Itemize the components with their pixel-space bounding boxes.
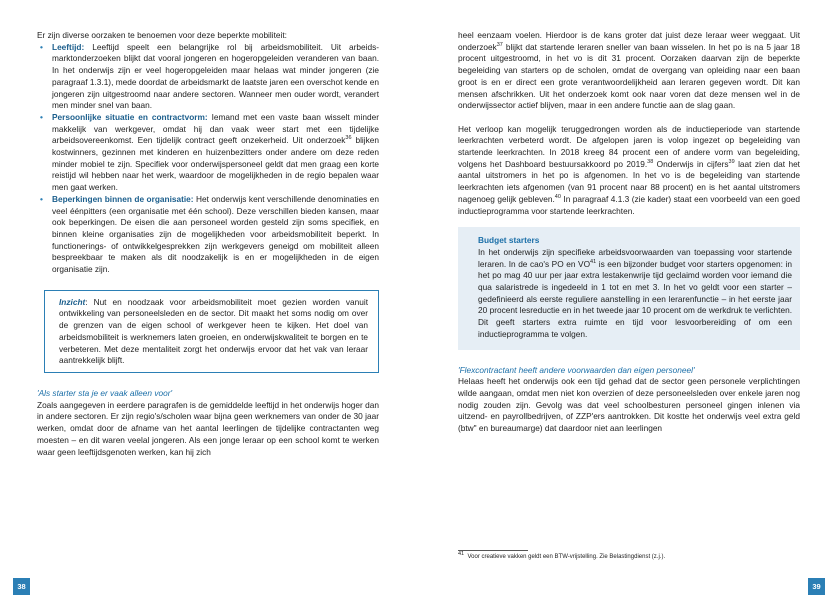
box-text: In het onderwijs zijn specifieke arbeidsvoorwaarden van toepassing voor startende leraren. In de cao's PO en VO$^{41}$ is een bijzonder budget voor starters opgenomen: in het po mag 40 uur per jaar extra lestakenwrije tijd geclaimd worden voor iemand die qua salaristrede is ingedeeld in 1 tot en met 3. In het vo geldt voor een starter – gedefinieerd als eerste reguliere aanstelling in een lerarenfunctie – in het eerste jaar 20 procent lesreductie en in het tweede jaar 10 procent om de werkdruk te verlichten. Dit geeft starters extra ruimte en tijd voor lesvoorbereiding of om een inductieprogramma te volgen. xyxy=(478,246,792,339)
bullet-term: Persoonlijke situatie en contractvorm: xyxy=(52,111,208,122)
footnote-ref[interactable]: 36 xyxy=(345,135,352,142)
footnote-number: 41 xyxy=(458,551,465,557)
inzicht-box xyxy=(44,290,379,373)
box-title: Budget starters xyxy=(478,235,540,246)
footnote-ref[interactable]: 37 xyxy=(496,41,503,48)
list-item xyxy=(37,194,379,276)
bullet-text: Iemand met een vaste baan wisselt minder makkelijk van werkgever, omdat hij dan vaak weer start met een tijdelijke arbeidsovereenkomst. Een tijdelijk contract geeft onzekerheid. Uit onderzoek xyxy=(52,111,379,146)
footnote xyxy=(458,553,665,561)
footnote-ref[interactable]: 39 xyxy=(728,158,735,165)
footnote-ref[interactable]: 41 xyxy=(590,258,597,265)
footnote-ref[interactable]: 40 xyxy=(554,194,561,201)
bullet-term: Leeftijd: xyxy=(52,41,85,52)
page-number-left: 38 xyxy=(13,578,30,595)
intro-text: Er zijn diverse oorzaken te benoemen voor deze beperkte mobiliteit: xyxy=(37,30,287,40)
body-paragraph: Helaas heeft het onderwijs ook een tijd gehad dat de sector geen personele verplichtingen wilde aangaan, omdat men niet kon overzien of deze personeelsleden over enkele jaren nog nodig zouden zijn. Gevolg was dat veel schoolbesturen personeel gingen inlenen via uitzend- en payrollbedrijven, of ZZP'ers aantrokken. Dit kostte het onderwijs veel extra geld (btw" en bureaumarge) dat daardoor niet aan leerlingen xyxy=(458,376,800,434)
body-paragraph: Het verloop kan mogelijk teruggedrongen worden als de inductieperiode van startende leerkrachten verbeterd wordt. De afgelopen jaren is volop ingezet op begeleiding van startende leerkrachten. In 2018 kreeg 84 procent een of andere vorm van begeleiding, volgens het Dashboard bestuursakkoord po 2019.38 Onderwijs in cijfers$^{39}$ laat zien dat het aantal uitstromers in het po is afgenomen. In het vo is de begeleiding van startende leerkrachten iets afgenomen (van 91 procent naar 88 procent) en is het aantal uitstromers nagenoeg gelijk gebleven.$^{40}$ In paragraaf 4.1.3 (zie kader) staat een voorbeeld van een goed inductieprogramma voor startende leerkrachten. xyxy=(458,123,800,216)
budget-starters-box xyxy=(458,227,800,349)
right-page-column xyxy=(458,30,800,435)
causes-list xyxy=(37,42,379,276)
section-heading: 'Als starter sta je er vaak alleen voor' xyxy=(37,387,173,398)
bullet-text: Leeftijd speelt een belangrijke rol bij arbeidsmobiliteit. Uit arbeids-marktonderzoeken blijkt dat vooral jongeren en hogeropgeleiden veranderen van baan. In het onderwijs zijn er veel hogeropgeleiden maar helaas wat minder jongeren (zie paragraaf 1.3.1), mede doordat de arbeidsmarkt de laatste jaren een overschot kende en jongeren zijn uitgestroomd naar andere sectoren. Wanneer men ouder wordt, verandert men minder snel van baan. xyxy=(52,41,379,111)
body-paragraph: heel eenzaam voelen. Hierdoor is de kans groter dat juist deze leraar weer weggaat. Uit onderzoek$^{37}$ blijkt dat startende leraren sneller van baan wisselen. In het po is na 5 jaar 18 procent uitgestroomd, in het vo is dit 31 procent. Oorzaken daarvan zijn de beperkte begeleiding van starters op de scholen, omdat de overgang van opleiding naar een baan groot is en er direct een grote verantwoordelijkheid aan leraren gegeven wordt. Dit kan mensen afschrikken. Uit het onderzoek komt ook naar voren dat deze mensen wel in de onderwijssector actief blijven, maar in een andere functie aan de slag gaan. xyxy=(458,30,800,111)
page-number-right: 39 xyxy=(808,578,825,595)
bullet-icon: • xyxy=(40,111,43,122)
body-paragraph: Zoals aangegeven in eerdere paragrafen is de gemiddelde leeftijd in het onderwijs hoger dan in andere sectoren. Er zijn regio's/scholen waar bijna geen werknemers van onder de 30 jaar werken, omdat door de afname van het aantal leerlingen de tijdelijke contractanten weg moesten – en dit waren veelal jongeren. Als een jonge leraar op een school komt te werken waar geen leeftijdsgenoten werken, kan hij zich xyxy=(37,399,379,457)
footnote-ref[interactable]: 38 xyxy=(647,158,654,165)
list-item xyxy=(37,112,379,194)
left-page-column xyxy=(37,30,379,458)
section-heading: 'Flexcontractant heeft andere voorwaarden dan eigen personeel' xyxy=(458,364,695,375)
bullet-term: Beperkingen binnen de organisatie: xyxy=(52,193,194,204)
bullet-icon: • xyxy=(40,193,43,204)
bullet-icon: • xyxy=(40,41,43,52)
footnote-divider xyxy=(458,550,528,551)
inzicht-label: Inzicht xyxy=(59,296,86,307)
list-item xyxy=(37,42,379,112)
bullet-text: Het onderwijs kent verschillende denominaties en veel éénpitters (een organisatie met één school). Deze verschillen bieden kansen, maar ook beperkingen. De eisen die aan personeel worden gesteld zijn soms specifiek, en binnen kleine organisaties zijn de mogelijkheden voor arbeidsmobiliteit beperkt. In functionerings- of ontwikkelgesprekken zijn werkgevers geneigd om mobiliteit alleen bespreekbaar te maken als dit noodzakelijk is en er mogelijkheden in de eigen organisatie zijn. xyxy=(52,193,379,275)
footnote-text: Voor creatieve vakken geldt een BTW-vrijstelling. Zie Belastingdienst (z.j.). xyxy=(467,554,666,560)
inzicht-text: : Nut en noodzaak voor arbeidsmobiliteit moet gezien worden vanuit ontwikkeling van personeelsleden en de sector. Dit maakt het soms nodig om over de grenzen van de eigen school of werkgever heen te kijken. Het doel van arbeidsmobiliteit is werknemers laten groeien, en onderwijskwaliteit te borgen en te verbeteren. Met deze mentaliteit zorgt het onderwijs ervoor dat het vak van leraar aantrekkelijk blijft. xyxy=(59,296,368,366)
bullet-text: blijken kostwinners, gezinnen met kinderen en huizenbezitters onder andere om deze reden minder mobiel te zijn. Specifiek voor onderwijspersoneel geldt dat men graag een korte reistijd wil hebben naar het werk, waardoor de mogelijkheden in de regio bepalen waar men gaat werken. xyxy=(52,135,379,193)
